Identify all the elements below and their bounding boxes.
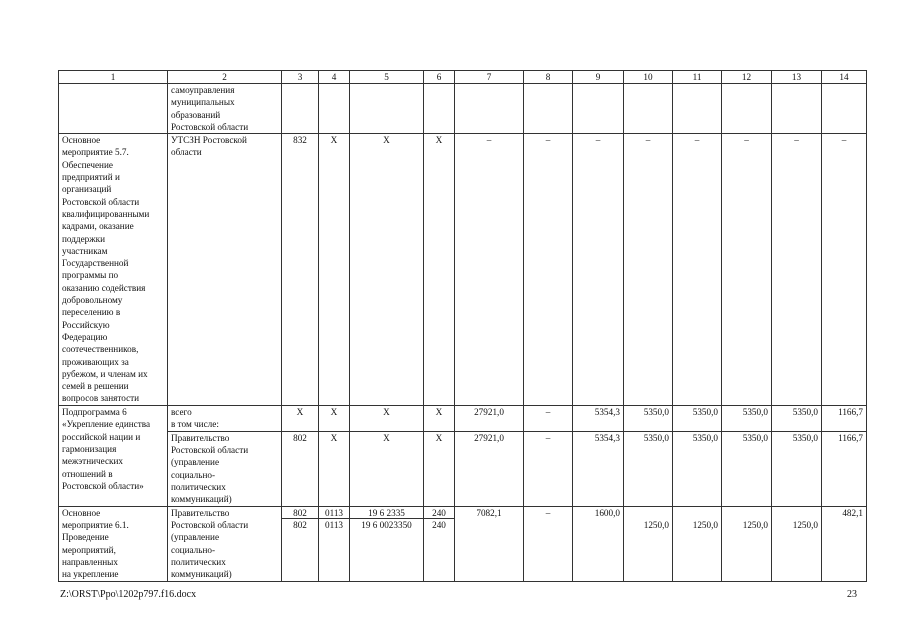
csr-value: 19 6 0023350	[361, 519, 412, 530]
value-cell	[772, 506, 822, 581]
grbs-cell: 832	[282, 134, 319, 406]
value-cell: –	[573, 134, 624, 406]
value-text: 1250,0	[692, 519, 718, 530]
value-cell	[573, 506, 624, 581]
csr-cell: Х	[350, 431, 424, 506]
value-cell: 5354,3	[573, 431, 624, 506]
table-cell-empty	[524, 84, 573, 134]
rzpr-cell: Х	[319, 431, 350, 506]
value-cell: 5354,3	[573, 406, 624, 432]
table-cell-empty	[319, 84, 350, 134]
csr-cell: Х	[350, 134, 424, 406]
rzpr-cell: Х	[319, 406, 350, 432]
csr-cell: Х	[350, 406, 424, 432]
csr-cell	[350, 506, 424, 581]
value-cell: –	[524, 431, 573, 506]
table-cell-empty	[424, 84, 455, 134]
grbs-value: 802	[293, 519, 307, 530]
table-row-continuation	[59, 84, 867, 134]
value-cell	[822, 506, 867, 581]
vr-value: 240	[432, 519, 446, 530]
measure-name-cell: Основное мероприятие 5.7. Обеспечение предприятий и организаций Ростовской области квалифицированными кадрами, оказание поддержки участникам Государственной программы по оказанию содействия добровольному переселению в Российскую Федерацию соотечественников, проживающих за рубежом, и членам их семей в решении вопросов занятости	[59, 134, 168, 406]
value-text: 1250,0	[643, 519, 669, 530]
column-number: 4	[319, 71, 350, 84]
value-cell: –	[772, 134, 822, 406]
grbs-cell: 802	[282, 431, 319, 506]
column-number: 8	[524, 71, 573, 84]
value-cell: 5350,0	[722, 406, 772, 432]
value-text: 482,1	[842, 507, 863, 518]
vr-cell: Х	[424, 431, 455, 506]
column-number: 5	[350, 71, 424, 84]
column-number: 3	[282, 71, 319, 84]
value-cell: 5350,0	[624, 406, 673, 432]
value-cell: 7082,1	[455, 506, 524, 581]
table-cell-empty	[282, 84, 319, 134]
value-cell: 5350,0	[772, 431, 822, 506]
value-cell	[722, 506, 772, 581]
column-number: 6	[424, 71, 455, 84]
executor-cell: самоуправления муниципальных образований Ростовской области	[168, 84, 282, 134]
column-number: 9	[573, 71, 624, 84]
measure-name-cell: Основное мероприятие 6.1. Проведение мероприятий, направленных на укрепление	[59, 506, 168, 581]
value-cell: 5350,0	[673, 406, 722, 432]
column-number: 7	[455, 71, 524, 84]
value-text: 1600,0	[594, 507, 620, 518]
page-number: 23	[847, 589, 857, 600]
vr-cell: Х	[424, 406, 455, 432]
value-cell	[673, 506, 722, 581]
value-cell: –	[455, 134, 524, 406]
value-text: 1250,0	[792, 519, 818, 530]
value-cell: 5350,0	[624, 431, 673, 506]
column-number: 10	[624, 71, 673, 84]
value-cell: 27921,0	[455, 406, 524, 432]
value-cell: –	[524, 134, 573, 406]
table-cell-empty	[772, 84, 822, 134]
table-cell-empty	[624, 84, 673, 134]
table-cell-empty	[673, 84, 722, 134]
value-cell: 5350,0	[673, 431, 722, 506]
value-cell	[624, 506, 673, 581]
table-cell-empty	[455, 84, 524, 134]
rzpr-cell	[319, 506, 350, 581]
value-cell: 1166,7	[822, 431, 867, 506]
column-number: 2	[168, 71, 282, 84]
column-number: 11	[673, 71, 722, 84]
executor-cell: Правительство Ростовской области (управление социально- политических коммуникаций)	[168, 431, 282, 506]
executor-cell: всего в том числе:	[168, 406, 282, 432]
table-cell-empty	[350, 84, 424, 134]
value-cell: –	[822, 134, 867, 406]
grbs-cell	[282, 506, 319, 581]
column-number: 14	[822, 71, 867, 84]
executor-cell: Правительство Ростовской области (управление социально- политических коммуникаций)	[168, 506, 282, 581]
column-number: 1	[59, 71, 168, 84]
table-cell-empty	[722, 84, 772, 134]
grbs-cell: Х	[282, 406, 319, 432]
column-number-row	[59, 71, 867, 84]
subprogram-name-cell: Подпрограмма 6 «Укрепление единства российской нации и гармонизация межэтнических отношений в Ростовской области»	[59, 406, 168, 507]
column-number: 13	[772, 71, 822, 84]
value-text: 1250,0	[742, 519, 768, 530]
footer-file-path: Z:\ORST\Ppo\1202p797.f16.docx	[60, 589, 197, 600]
value-cell: 1166,7	[822, 406, 867, 432]
budget-table	[58, 70, 867, 582]
rzpr-cell: Х	[319, 134, 350, 406]
csr-value: 19 6 2335	[350, 507, 423, 519]
value-cell: –	[624, 134, 673, 406]
executor-cell: УТСЗН Ростовской области	[168, 134, 282, 406]
value-cell: 5350,0	[772, 406, 822, 432]
table-cell-empty	[59, 84, 168, 134]
table-row-measure-6-1	[59, 506, 867, 581]
value-cell: –	[524, 406, 573, 432]
table-cell-empty	[822, 84, 867, 134]
rzpr-value: 0113	[324, 519, 344, 530]
table-row-measure-5-7	[59, 134, 867, 406]
table-row-subprogram-6-total	[59, 406, 867, 432]
table-row-subprogram-6-government	[59, 431, 867, 506]
value-cell: –	[673, 134, 722, 406]
value-cell: –	[524, 506, 573, 581]
vr-cell: Х	[424, 134, 455, 406]
vr-value: 240	[424, 507, 454, 519]
value-cell: 27921,0	[455, 431, 524, 506]
vr-cell	[424, 506, 455, 581]
grbs-value: 802	[282, 507, 318, 519]
value-cell: 5350,0	[722, 431, 772, 506]
value-cell: –	[722, 134, 772, 406]
rzpr-value: 0113	[319, 507, 349, 519]
table-cell-empty	[573, 84, 624, 134]
column-number: 12	[722, 71, 772, 84]
